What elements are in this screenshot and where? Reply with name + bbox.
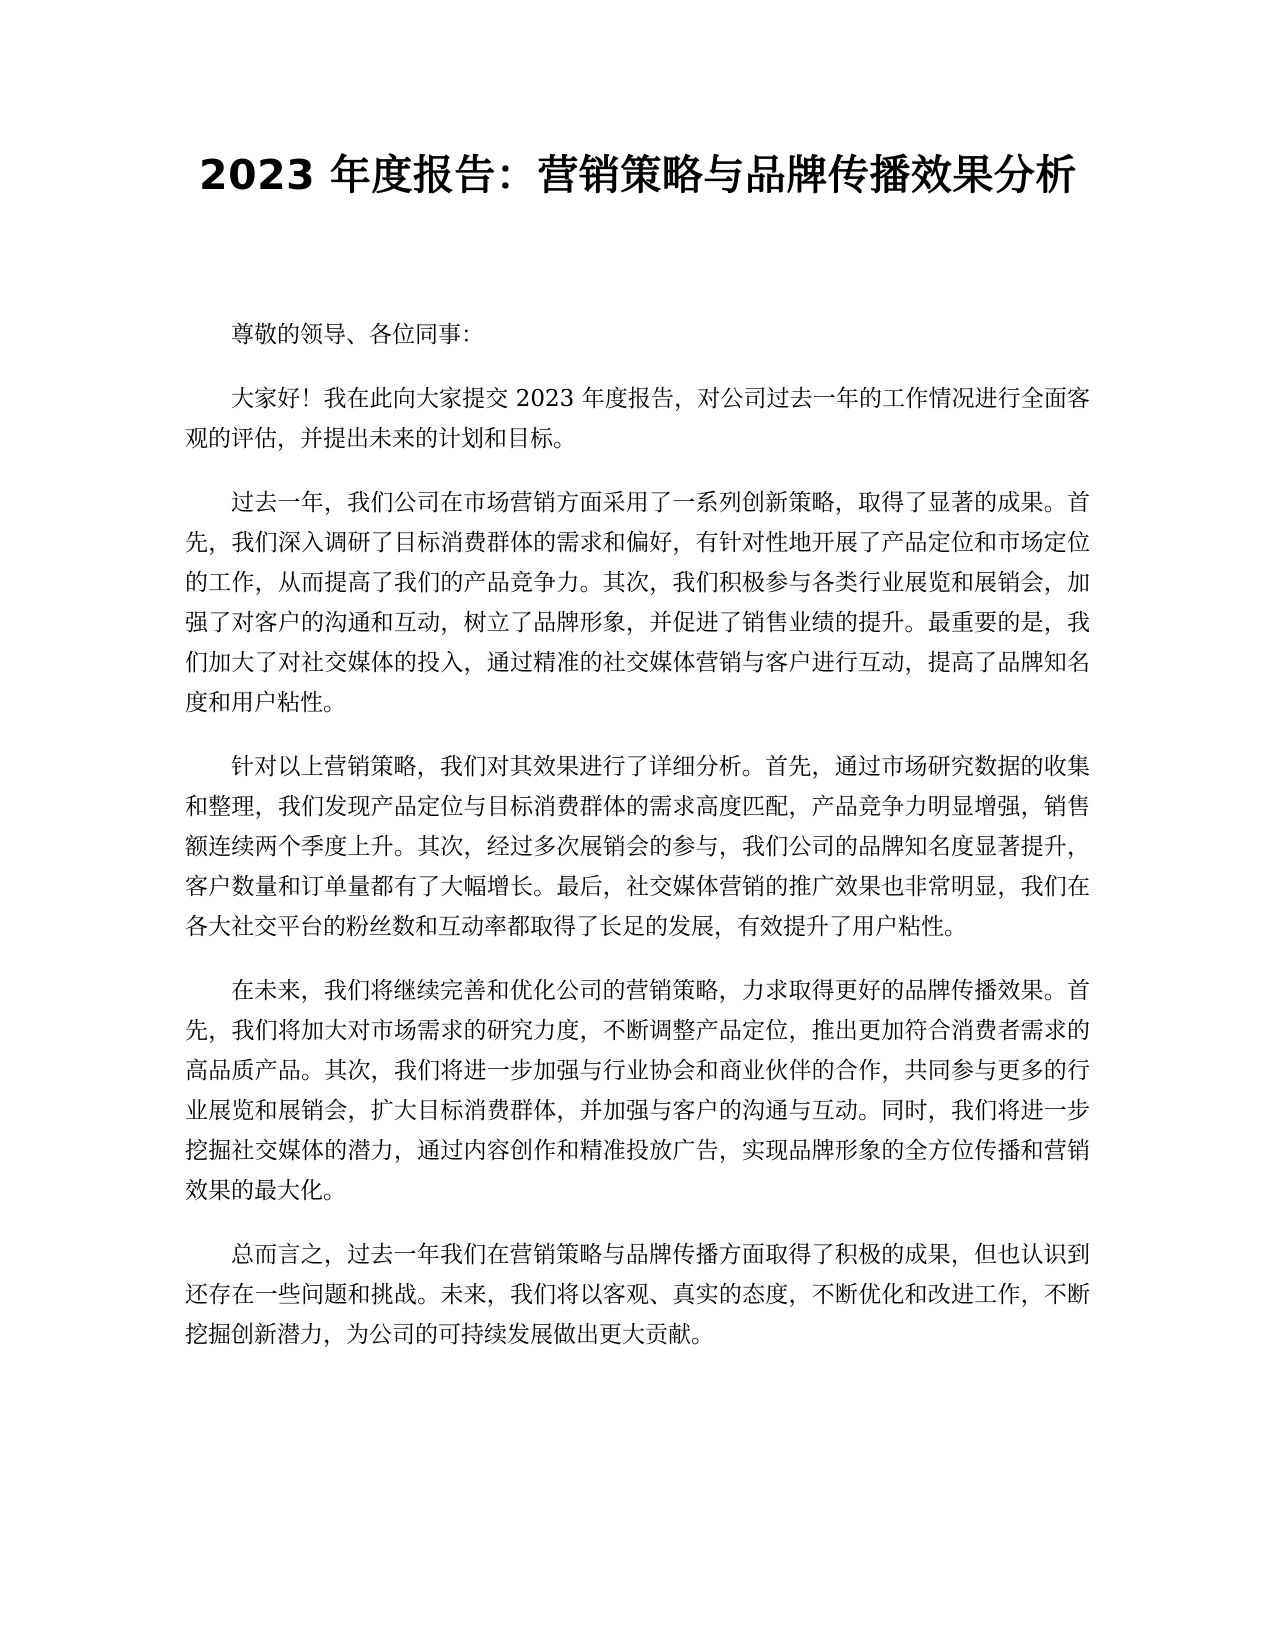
paragraph-strategies: 过去一年，我们公司在市场营销方面采用了一系列创新策略，取得了显著的成果。首先，我们深入调研了目标消费群体的需求和偏好，有针对性地开展了产品定位和市场定位的工作，从而提高了我们的产品竞争力。其次，我们积极参与各类行业展览和展销会，加强了对客户的沟通和互动，树立了品牌形象，并促进了销售业绩的提升。最重要的是，我们加大了对社交媒体的投入，通过精准的社交媒体营销与客户进行互动，提高了品牌知名度和用户粘性。 <box>185 490 1090 716</box>
paragraph-future-plans: 在未来，我们将继续完善和优化公司的营销策略，力求取得更好的品牌传播效果。首先，我们将加大对市场需求的研究力度，不断调整产品定位，推出更加符合消费者需求的高品质产品。其次，我们将进一步加强与行业协会和商业伙伴的合作，共同参与更多的行业展览和展销会，扩大目标消费群体，并加强与客户的沟通与互动。同时，我们将进一步挖掘社交媒体的潜力，通过内容创作和精准投放广告，实现品牌形象的全方位传播和营销效果的最大化。 <box>185 978 1090 1204</box>
document-body <box>185 315 1090 1379</box>
page-title: 2023 年度报告：营销策略与品牌传播效果分析 <box>199 151 1077 199</box>
paragraph-analysis: 针对以上营销策略，我们对其效果进行了详细分析。首先，通过市场研究数据的收集和整理，我们发现产品定位与目标消费群体的需求高度匹配，产品竞争力明显增强，销售额连续两个季度上升。其次，经过多次展销会的参与，我们公司的品牌知名度显著提升，客户数量和订单量都有了大幅增长。最后，社交媒体营销的推广效果也非常明显，我们在各大社交平台的粉丝数和互动率都取得了长足的发展，有效提升了用户粘性。 <box>185 754 1090 940</box>
salutation: 尊敬的领导、各位同事： <box>231 322 484 348</box>
paragraph-conclusion: 总而言之，过去一年我们在营销策略与品牌传播方面取得了积极的成果，但也认识到还存在一些问题和挑战。未来，我们将以客观、真实的态度，不断优化和改进工作，不断挖掘创新潜力，为公司的可持续发展做出更大贡献。 <box>185 1242 1090 1348</box>
paragraph-intro: 大家好！我在此向大家提交 2023 年度报告，对公司过去一年的工作情况进行全面客观的评估，并提出未来的计划和目标。 <box>185 386 1090 452</box>
